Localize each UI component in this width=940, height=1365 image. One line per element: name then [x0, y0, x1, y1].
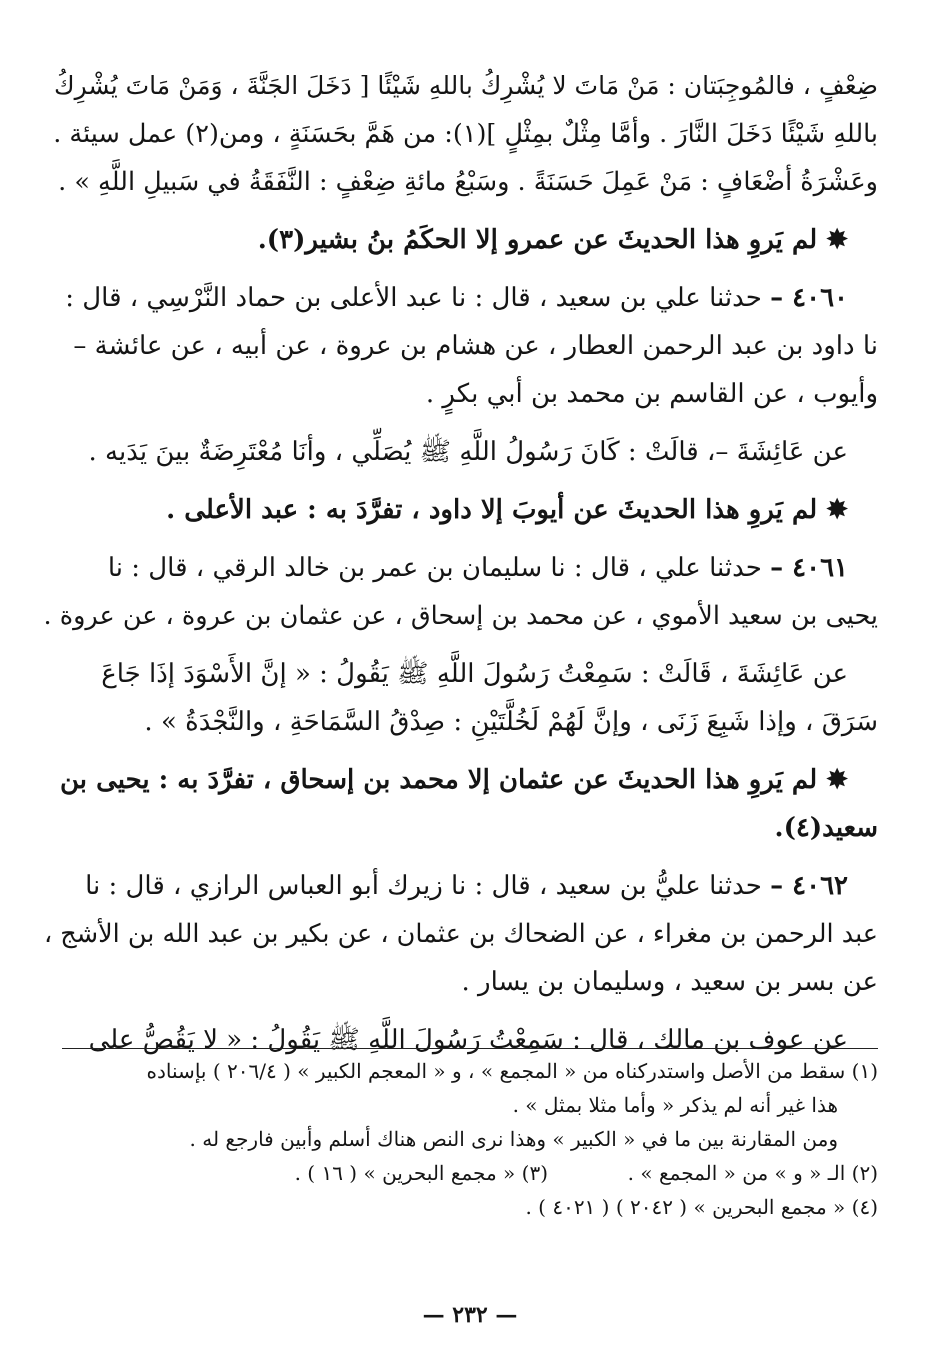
text-line — [44, 274, 878, 322]
text-line: عبد الرحمن بن مغراء ، عن الضحاك بن عثمان ، عن بكير بن عبد الله بن الأشج ، — [43, 919, 878, 949]
hadith-4061-text — [44, 650, 878, 746]
hadith-chain: حدثنا عليُّ بن سعيد ، قال : نا زيرك أبو العباس الرازي ، قال : نا — [85, 871, 762, 901]
hadith-4062 — [44, 862, 878, 1006]
note-line: ✸ لم يَروِ هذا الحديثَ عن عثمان إلا محمد بن إسحاق ، تفرَّدَ به : يحيى بن — [59, 765, 848, 795]
text-line: سَرَقَ ، وإذا شَبِعَ زَنَى ، وإنَّ لَهُمْ لَخُلَّتَيْنِ : صِدْقُ السَّمَاحَةِ ، والنَّجْدَةُ » . — [144, 707, 878, 737]
note-line: ✸ لم يَروِ هذا الحديثَ عن أيوبَ إلا داود ، تفرَّدَ به : عبد الأعلى . — [166, 495, 848, 525]
hadith-4061 — [44, 544, 878, 640]
narration-note-2 — [44, 486, 878, 534]
hadith-number: ٤٠٦٢ – — [770, 871, 848, 901]
text-line: باللهِ شَيْئًا دَخَلَ النَّارَ . وأمَّا مِثْلٌ بمِثْلٍ ](١): من هَمَّ بحَسَنَةٍ ، ومن(٢) عمل سيئة . — [53, 119, 878, 149]
text-line: نا داود بن عبد الرحمن العطار ، عن هشام بن عروة ، عن أبيه ، عن عائشة – — [73, 331, 878, 361]
note-line: سعيد(٤). — [774, 813, 878, 843]
page-number: — ٢٣٢ — — [422, 1302, 518, 1328]
hadith-chain: حدثنا علي ، قال : نا سليمان بن عمر بن خالد الرقي ، قال : نا — [107, 553, 762, 583]
footnote-line: ومن المقارنة بين ما في « الكبير » وهذا نرى النص هناك أسلم وأبين فارجع له . — [189, 1127, 838, 1151]
footnote-3: (٣) « مجمع البحرين » ( ١٦ ) . — [294, 1161, 548, 1185]
text-line: ضِعْفٍ ، فالمُوجِبَتان : مَنْ مَاتَ لا يُشْرِكُ باللهِ شَيْئًا [ دَخَلَ الجَنَّةَ ، وَمَنْ مَاتَ يُشْرِكُ — [54, 71, 878, 100]
text-line: عن عَائِشَةَ –، قالَتْ : كَانَ رَسُولُ اللَّهِ ﷺ يُصَلِّي ، وأنَا مُعْتَرِضَةٌ بينَ يَدَيه . — [88, 437, 848, 467]
footnote-divider — [62, 1048, 878, 1049]
footnote-line: هذا غير أنه لم يذكر « وأما مثلا بمثل » . — [512, 1093, 838, 1117]
text-line: وعَشْرَةُ أضْعَافٍ : مَنْ عَمِلَ حَسَنَةً . وسَبْعُ مائةِ ضِعْفٍ : النَّفَقَةُ في سَبيلِ اللَّهِ » . — [58, 167, 878, 197]
text-line — [44, 544, 878, 592]
text-line: يحيى بن سعيد الأموي ، عن محمد بن إسحاق ، عن عثمان بن عروة ، عن عروة . — [43, 601, 878, 631]
footnote-1 — [58, 1054, 878, 1156]
footnote-line: (١) سقط من الأصل واستدركناه من « المجمع » ، و « المعجم الكبير » ( ٢٠٦/٤ ) بإسناده — [146, 1059, 878, 1083]
main-text — [44, 62, 878, 1074]
text-line: وأيوب ، عن القاسم بن محمد بن أبي بكرٍ . — [425, 379, 878, 409]
text-line — [44, 862, 878, 910]
narration-note-3 — [44, 756, 878, 852]
narration-note-1 — [44, 216, 878, 264]
text-line: عن بسر بن سعيد ، وسليمان بن يسار . — [461, 967, 878, 997]
text-line: عن عوف بن مالك ، قال : سَمِعْتُ رَسُولَ اللَّهِ ﷺ يَقُولُ : « لا يَقُصُّ على — [88, 1025, 848, 1055]
paragraph-1 — [44, 62, 878, 206]
footnote-4 — [58, 1190, 878, 1224]
note-line: ✸ لم يَروِ هذا الحديثَ عن عمرو إلا الحكَمُ بنُ بشير(٣). — [257, 225, 848, 255]
footnote-2: (٢) الـ « و » من « المجمع » . — [627, 1161, 878, 1185]
footnote-line: (٤) « مجمع البحرين » ( ٢٠٤٢ ) ( ٤٠٢١ ) . — [525, 1195, 878, 1219]
footnotes-2-3 — [58, 1156, 878, 1190]
hadith-chain: حدثنا علي بن سعيد ، قال : نا عبد الأعلى بن حماد النَّرْسِي ، قال : — [65, 283, 762, 313]
hadith-number: ٤٠٦١ – — [770, 553, 848, 583]
text-line: عن عَائِشَةَ ، قَالَتْ : سَمِعْتُ رَسُولَ اللَّهِ ﷺ يَقُولُ : « إنَّ الأَسْوَدَ إذَا جَاعَ — [101, 659, 848, 689]
hadith-number: ٤٠٦٠ – — [770, 283, 848, 313]
hadith-4060-text — [44, 428, 878, 476]
hadith-4060 — [44, 274, 878, 418]
footnotes — [58, 1054, 878, 1224]
